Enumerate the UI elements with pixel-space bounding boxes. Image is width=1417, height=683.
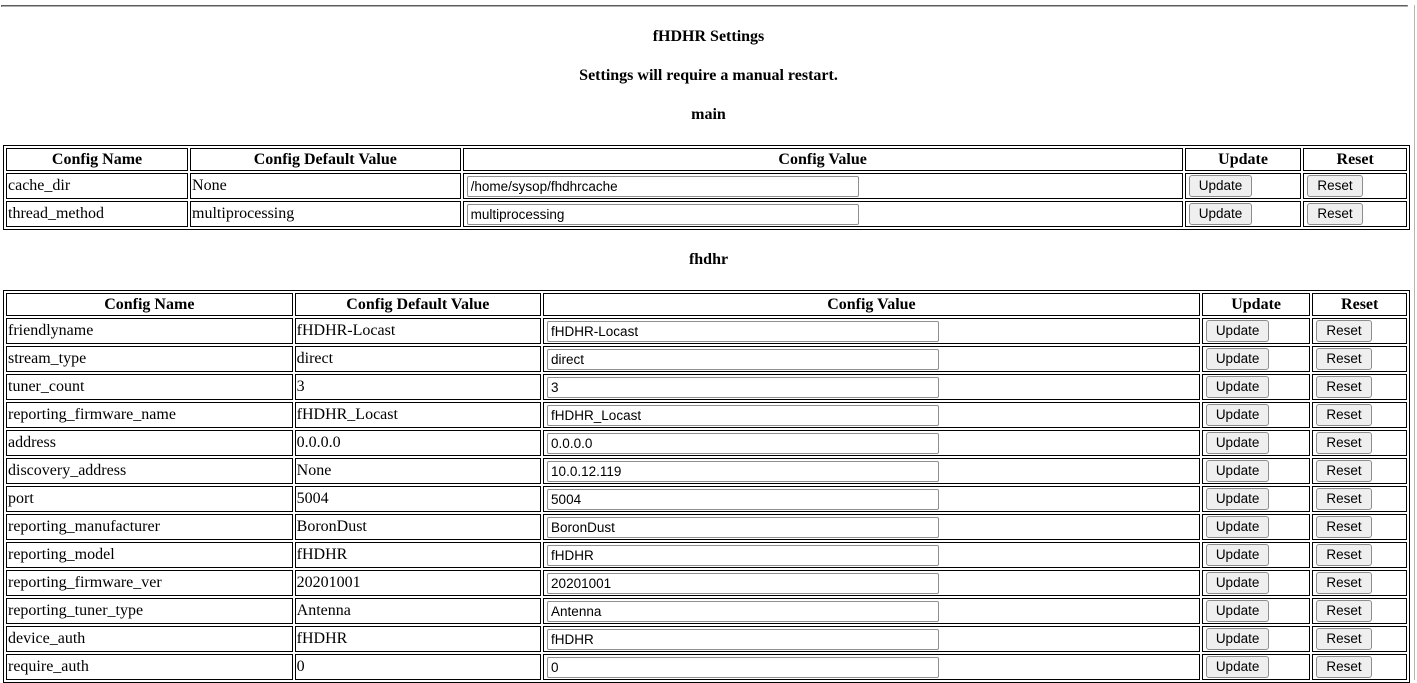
config-table-main bbox=[3, 145, 1410, 230]
update-cell bbox=[1202, 542, 1311, 568]
config-default-cell: multiprocessing bbox=[190, 201, 461, 227]
column-header-config-value: Config Value bbox=[463, 148, 1183, 171]
config-default-cell: None bbox=[190, 173, 461, 199]
config-default-cell: fHDHR_Locast bbox=[295, 402, 541, 428]
config-default-cell: 0 bbox=[295, 654, 541, 680]
update-button-tuner_count[interactable]: Update bbox=[1206, 376, 1270, 398]
reset-cell bbox=[1312, 570, 1407, 596]
reset-cell bbox=[1312, 514, 1407, 540]
config-value-cell bbox=[543, 514, 1200, 540]
config-value-cell bbox=[543, 486, 1200, 512]
reset-button-port[interactable]: Reset bbox=[1316, 488, 1371, 510]
config-default-cell: fHDHR bbox=[295, 542, 541, 568]
config-value-cell bbox=[543, 318, 1200, 344]
column-header-update: Update bbox=[1202, 293, 1311, 316]
config-default-cell: fHDHR-Locast bbox=[295, 318, 541, 344]
config-value-cell bbox=[543, 430, 1200, 456]
reset-button-device_auth[interactable]: Reset bbox=[1316, 628, 1371, 650]
config-value-cell bbox=[543, 346, 1200, 372]
config-name-cell: thread_method bbox=[6, 201, 188, 227]
section-heading-main: main bbox=[691, 106, 726, 123]
config-name-cell: tuner_count bbox=[6, 374, 293, 400]
config-value-cell bbox=[543, 402, 1200, 428]
config-value-cell bbox=[543, 598, 1200, 624]
reset-button-reporting_firmware_ver[interactable]: Reset bbox=[1316, 572, 1371, 594]
config-default-cell: None bbox=[295, 458, 541, 484]
reset-cell bbox=[1312, 626, 1407, 652]
reset-cell bbox=[1303, 173, 1407, 199]
update-button-cache_dir[interactable]: Update bbox=[1189, 175, 1253, 197]
config-name-cell: friendlyname bbox=[6, 318, 293, 344]
config-value-cell bbox=[543, 458, 1200, 484]
update-button-device_auth[interactable]: Update bbox=[1206, 628, 1270, 650]
config-name-cell: reporting_model bbox=[6, 542, 293, 568]
config-row-reporting_firmware_name bbox=[6, 402, 1407, 428]
reset-cell bbox=[1312, 430, 1407, 456]
update-cell bbox=[1202, 570, 1311, 596]
config-row-reporting_model bbox=[6, 542, 1407, 568]
config-row-tuner_count bbox=[6, 374, 1407, 400]
column-header-update: Update bbox=[1185, 148, 1302, 171]
reset-button-reporting_tuner_type[interactable]: Reset bbox=[1316, 600, 1371, 622]
update-cell bbox=[1202, 486, 1311, 512]
update-cell bbox=[1185, 173, 1302, 199]
reset-cell bbox=[1312, 486, 1407, 512]
config-value-cell bbox=[543, 654, 1200, 680]
config-value-input-require_auth[interactable] bbox=[547, 657, 939, 678]
update-button-require_auth[interactable]: Update bbox=[1206, 656, 1270, 678]
settings-sections bbox=[0, 106, 1417, 683]
reset-cell bbox=[1312, 346, 1407, 372]
config-value-input-device_auth[interactable] bbox=[547, 629, 939, 650]
config-value-input-reporting_tuner_type[interactable] bbox=[547, 601, 939, 622]
reset-button-cache_dir[interactable]: Reset bbox=[1307, 175, 1362, 197]
config-row-device_auth bbox=[6, 626, 1407, 652]
config-name-cell: reporting_manufacturer bbox=[6, 514, 293, 540]
reset-button-discovery_address[interactable]: Reset bbox=[1316, 460, 1371, 482]
update-cell bbox=[1202, 654, 1311, 680]
config-value-input-reporting_manufacturer[interactable] bbox=[547, 517, 939, 538]
config-value-input-discovery_address[interactable] bbox=[547, 461, 939, 482]
column-header-config-default-value: Config Default Value bbox=[190, 148, 461, 171]
config-table-fhdhr bbox=[3, 290, 1410, 683]
reset-cell bbox=[1312, 542, 1407, 568]
config-name-cell: reporting_firmware_name bbox=[6, 402, 293, 428]
config-row-reporting_tuner_type bbox=[6, 598, 1407, 624]
config-value-input-reporting_firmware_ver[interactable] bbox=[547, 573, 939, 594]
config-value-input-stream_type[interactable] bbox=[547, 349, 939, 370]
update-cell bbox=[1202, 318, 1311, 344]
reset-button-friendlyname[interactable]: Reset bbox=[1316, 320, 1371, 342]
config-default-cell: 5004 bbox=[295, 486, 541, 512]
section-main bbox=[0, 106, 1417, 230]
update-cell bbox=[1202, 346, 1311, 372]
column-header-config-name: Config Name bbox=[6, 293, 293, 316]
config-row-friendlyname bbox=[6, 318, 1407, 344]
config-value-cell bbox=[543, 570, 1200, 596]
config-default-cell: 20201001 bbox=[295, 570, 541, 596]
update-cell bbox=[1185, 201, 1302, 227]
config-name-cell: reporting_firmware_ver bbox=[6, 570, 293, 596]
config-value-input-address[interactable] bbox=[547, 433, 939, 454]
config-name-cell: address bbox=[6, 430, 293, 456]
config-value-input-cache_dir[interactable] bbox=[467, 176, 859, 197]
config-name-cell: device_auth bbox=[6, 626, 293, 652]
config-row-reporting_manufacturer bbox=[6, 514, 1407, 540]
update-cell bbox=[1202, 430, 1311, 456]
config-row-discovery_address bbox=[6, 458, 1407, 484]
reset-button-address[interactable]: Reset bbox=[1316, 432, 1371, 454]
update-button-reporting_firmware_name[interactable]: Update bbox=[1206, 404, 1270, 426]
update-button-reporting_model[interactable]: Update bbox=[1206, 544, 1270, 566]
column-header-reset: Reset bbox=[1312, 293, 1407, 316]
reset-cell bbox=[1312, 318, 1407, 344]
config-row-address bbox=[6, 430, 1407, 456]
update-cell bbox=[1202, 458, 1311, 484]
config-default-cell: Antenna bbox=[295, 598, 541, 624]
config-default-cell: fHDHR bbox=[295, 626, 541, 652]
table-header-row bbox=[6, 148, 1407, 171]
config-value-input-port[interactable] bbox=[547, 489, 939, 510]
config-name-cell: discovery_address bbox=[6, 458, 293, 484]
config-name-cell: port bbox=[6, 486, 293, 512]
reset-cell bbox=[1303, 201, 1407, 227]
config-name-cell: cache_dir bbox=[6, 173, 188, 199]
update-button-reporting_tuner_type[interactable]: Update bbox=[1206, 600, 1270, 622]
config-name-cell: stream_type bbox=[6, 346, 293, 372]
reset-button-reporting_manufacturer[interactable]: Reset bbox=[1316, 516, 1371, 538]
reset-cell bbox=[1312, 374, 1407, 400]
config-row-stream_type bbox=[6, 346, 1407, 372]
reset-button-thread_method[interactable]: Reset bbox=[1307, 203, 1362, 225]
reset-button-require_auth[interactable]: Reset bbox=[1316, 656, 1371, 678]
reset-button-stream_type[interactable]: Reset bbox=[1316, 348, 1371, 370]
reset-cell bbox=[1312, 402, 1407, 428]
update-cell bbox=[1202, 598, 1311, 624]
section-fhdhr bbox=[0, 251, 1417, 683]
scrollbar[interactable] bbox=[1414, 5, 1415, 680]
config-row-require_auth bbox=[6, 654, 1407, 680]
config-name-cell: require_auth bbox=[6, 654, 293, 680]
config-default-cell: 3 bbox=[295, 374, 541, 400]
column-header-config-value: Config Value bbox=[543, 293, 1200, 316]
reset-button-tuner_count[interactable]: Reset bbox=[1316, 376, 1371, 398]
config-value-input-tuner_count[interactable] bbox=[547, 377, 939, 398]
update-cell bbox=[1202, 402, 1311, 428]
config-value-input-reporting_model[interactable] bbox=[547, 545, 939, 566]
update-button-port[interactable]: Update bbox=[1206, 488, 1270, 510]
update-cell bbox=[1202, 626, 1311, 652]
config-row-thread_method bbox=[6, 201, 1407, 227]
update-cell bbox=[1202, 374, 1311, 400]
reset-cell bbox=[1312, 598, 1407, 624]
config-default-cell: BoronDust bbox=[295, 514, 541, 540]
column-header-config-name: Config Name bbox=[6, 148, 188, 171]
section-heading-fhdhr: fhdhr bbox=[688, 251, 729, 268]
config-name-cell: reporting_tuner_type bbox=[6, 598, 293, 624]
update-button-discovery_address[interactable]: Update bbox=[1206, 460, 1270, 482]
reset-button-reporting_firmware_name[interactable]: Reset bbox=[1316, 404, 1371, 426]
reset-cell bbox=[1312, 654, 1407, 680]
config-default-cell: 0.0.0.0 bbox=[295, 430, 541, 456]
update-button-reporting_firmware_ver[interactable]: Update bbox=[1206, 572, 1270, 594]
config-value-input-thread_method[interactable] bbox=[467, 204, 859, 225]
top-divider bbox=[1, 5, 1408, 7]
update-button-reporting_manufacturer[interactable]: Update bbox=[1206, 516, 1270, 538]
config-value-cell bbox=[463, 173, 1183, 199]
column-header-config-default-value: Config Default Value bbox=[295, 293, 541, 316]
page-title: fHDHR Settings bbox=[652, 28, 765, 45]
update-button-stream_type[interactable]: Update bbox=[1206, 348, 1270, 370]
config-value-input-friendlyname[interactable] bbox=[547, 321, 939, 342]
update-button-address[interactable]: Update bbox=[1206, 432, 1270, 454]
config-default-cell: direct bbox=[295, 346, 541, 372]
update-cell bbox=[1202, 514, 1311, 540]
config-row-port bbox=[6, 486, 1407, 512]
restart-warning: Settings will require a manual restart. bbox=[579, 67, 838, 84]
config-value-cell bbox=[543, 542, 1200, 568]
config-value-cell bbox=[543, 626, 1200, 652]
config-row-reporting_firmware_ver bbox=[6, 570, 1407, 596]
config-value-input-reporting_firmware_name[interactable] bbox=[547, 405, 939, 426]
reset-button-reporting_model[interactable]: Reset bbox=[1316, 544, 1371, 566]
update-button-friendlyname[interactable]: Update bbox=[1206, 320, 1270, 342]
column-header-reset: Reset bbox=[1303, 148, 1407, 171]
config-value-cell bbox=[463, 201, 1183, 227]
config-value-cell bbox=[543, 374, 1200, 400]
reset-cell bbox=[1312, 458, 1407, 484]
update-button-thread_method[interactable]: Update bbox=[1189, 203, 1253, 225]
config-row-cache_dir bbox=[6, 173, 1407, 199]
table-header-row bbox=[6, 293, 1407, 316]
